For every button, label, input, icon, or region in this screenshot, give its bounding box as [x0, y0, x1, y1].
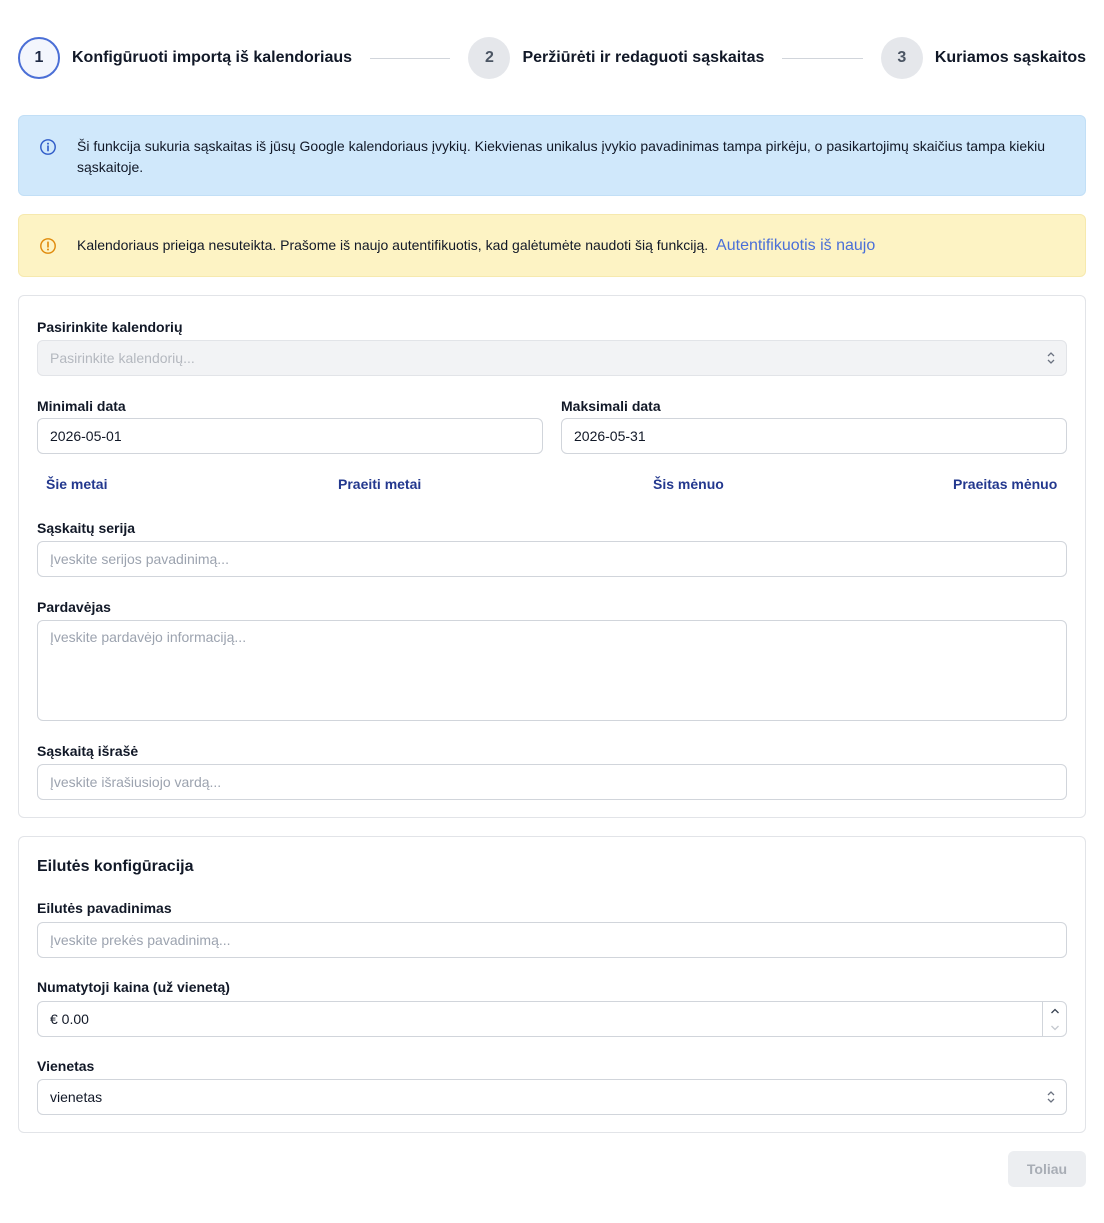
chevron-up-down-icon — [1046, 351, 1056, 365]
last-year-link[interactable]: Praeiti metai — [338, 476, 422, 492]
warning-alert-text — [77, 235, 1065, 256]
reauthenticate-link[interactable]: Autentifikuotis iš naujo — [716, 237, 876, 254]
unit-select-value: vienetas — [50, 1089, 103, 1105]
series-label: Sąskaitų serija — [37, 520, 136, 536]
step-1-number: 1 — [18, 37, 60, 79]
calendar-select[interactable] — [37, 340, 1067, 376]
step-3-label: Kuriamos sąskaitos — [934, 49, 1086, 66]
step-1-label: Konfigūruoti importą iš kalendoriaus — [72, 49, 353, 66]
step-2-number: 2 — [468, 37, 510, 79]
price-stepper — [1042, 1002, 1066, 1036]
max-date-input[interactable] — [561, 418, 1067, 454]
price-label: Numatytoji kaina (už vienetą) — [37, 979, 230, 995]
line-config-card — [18, 836, 1086, 1133]
this-month-link[interactable]: Šis mėnuo — [653, 476, 724, 492]
step-connector — [370, 58, 450, 59]
seller-textarea[interactable] — [37, 620, 1067, 721]
chevron-up-icon — [1050, 1007, 1060, 1015]
last-month-link[interactable]: Praeitas mėnuo — [953, 476, 1058, 492]
step-1[interactable] — [18, 37, 352, 79]
next-button[interactable]: Toliau — [1008, 1151, 1086, 1187]
calendar-select-placeholder: Pasirinkite kalendorių... — [50, 350, 195, 366]
import-settings-card — [18, 295, 1086, 818]
series-input[interactable] — [37, 541, 1067, 577]
issuer-input[interactable] — [37, 764, 1067, 800]
min-date-input[interactable] — [37, 418, 543, 454]
step-3-number: 3 — [881, 37, 923, 79]
this-year-link[interactable]: Šie metai — [46, 476, 108, 492]
warning-alert-message: Kalendoriaus prieiga nesuteikta. Prašome iš naujo autentifikuotis, kad galėtumėte naudoti šią funkciją. — [77, 237, 709, 253]
info-alert-text: Ši funkcija sukuria sąskaitas iš jūsų Google kalendoriaus įvykių. Kiekvienas unikalus įvykio pavadinimas tampa pirkėju, o pasikartojimų skaičius tampa kiekiu sąskaitoje. — [77, 138, 1046, 175]
step-connector — [782, 58, 862, 59]
increment-button[interactable] — [1043, 1002, 1067, 1019]
issuer-label: Sąskaitą išrašė — [37, 743, 139, 759]
calendar-label: Pasirinkite kalendorių — [37, 319, 183, 335]
line-config-title: Eilutės konfigūracija — [37, 858, 194, 875]
max-date-label: Maksimali data — [561, 398, 661, 414]
item-name-input[interactable] — [37, 922, 1067, 958]
price-value: € 0.00 — [50, 1011, 89, 1027]
item-name-label: Eilutės pavadinimas — [37, 900, 172, 916]
stepper — [18, 37, 1086, 79]
price-input[interactable] — [37, 1001, 1067, 1037]
step-2-label: Peržiūrėti ir redaguoti sąskaitas — [522, 49, 765, 66]
chevron-up-down-icon — [1046, 1090, 1056, 1104]
chevron-down-icon — [1050, 1024, 1060, 1032]
warning-circle-icon — [39, 237, 57, 255]
info-circle-icon — [39, 138, 57, 156]
step-2[interactable] — [468, 37, 764, 79]
min-date-label: Minimali data — [37, 398, 126, 414]
warning-alert — [18, 214, 1086, 277]
decrement-button[interactable] — [1043, 1019, 1067, 1036]
info-alert — [18, 115, 1086, 196]
unit-select[interactable] — [37, 1079, 1067, 1115]
unit-label: Vienetas — [37, 1058, 95, 1074]
step-3[interactable] — [881, 37, 1086, 79]
seller-label: Pardavėjas — [37, 599, 111, 615]
